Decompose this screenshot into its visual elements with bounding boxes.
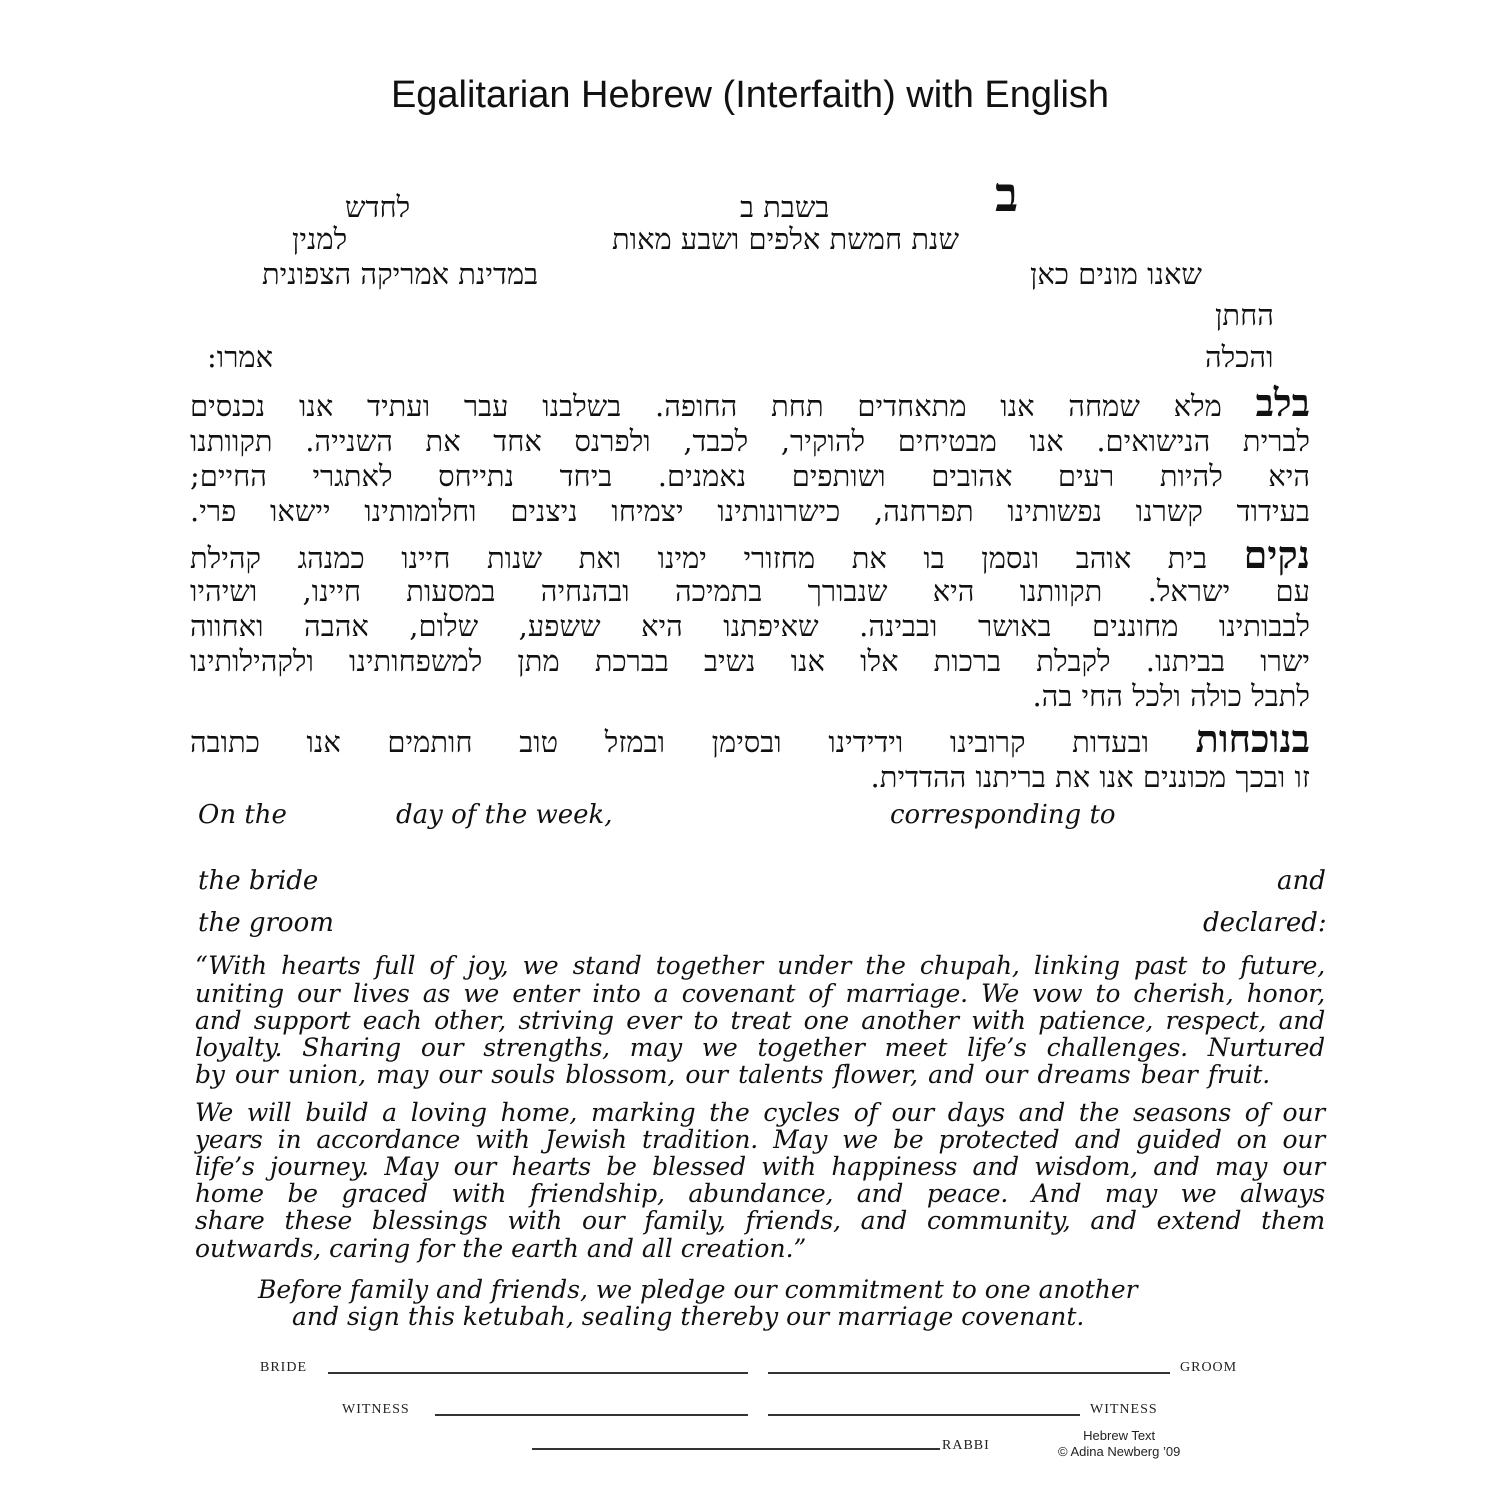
english-the-bride: the bride (198, 866, 319, 896)
hebrew-p2-line: נקים בית אוהב ונסמן בו את מחזורי ימינו ואת שנות חיינו כמנהג קהילת (190, 532, 1311, 577)
english-p2-line: years in accordance with Jewish tradition. May we be protected and guided on our (195, 1125, 1325, 1154)
hebrew-p1-drop: בלב (1255, 380, 1310, 425)
hebrew-p3-line: זו ובכך מכוננים אנו את בריתנו ההדדית. (870, 760, 1310, 794)
page-title: Egalitarian Hebrew (Interfaith) with English (390, 74, 1110, 116)
witness-right-label: WITNESS (1090, 1402, 1158, 1417)
hebrew-said: אמרו: (207, 340, 274, 374)
english-closing-line: Before family and friends, we pledge our commitment to one another (258, 1275, 1138, 1304)
witness-left-label: WITNESS (342, 1402, 410, 1417)
rabbi-signature-line[interactable] (532, 1448, 940, 1450)
english-on-the: On the (198, 800, 287, 830)
bride-signature-label: BRIDE (260, 1360, 307, 1375)
english-p2-line: We will build a loving home, marking the cycles of our days and the seasons of our (195, 1098, 1325, 1127)
hebrew-shabbat: בשבת ב (740, 190, 830, 224)
english-and: and (1277, 866, 1326, 896)
hebrew-country: במדינת אמריקה הצפונית (262, 257, 539, 291)
english-p1-line: uniting our lives as we enter into a covenant of marriage. We vow to cherish, honor, (195, 979, 1325, 1008)
hebrew-year-line: שנת חמשת אלפים ושבע מאות (612, 222, 959, 256)
hebrew-groom: החתן (1215, 298, 1274, 332)
english-p2-line: outwards, caring for the earth and all creation.” (195, 1234, 807, 1263)
english-p1-line: “With hearts full of joy, we stand together under the chupah, linking past to future, (195, 951, 1325, 980)
english-p1-line: loyalty. Sharing our strengths, may we together meet life’s challenges. Nurtured (195, 1033, 1325, 1062)
bride-signature-line[interactable] (328, 1372, 748, 1374)
credit-line-1: Hebrew Text (1083, 1428, 1156, 1443)
hebrew-p1-line: לברית הנישואים. אנו מבטיחים להוקיר, לכבד, ולפרנס אחד את השנייה. תקוותנו (190, 424, 1310, 458)
credit-line-2: © Adina Newberg ’09 (1058, 1444, 1181, 1459)
hebrew-count: למנין (292, 222, 348, 256)
english-p1-line: by our union, may our souls blossom, our talents flower, and our dreams bear fruit. (195, 1060, 1270, 1089)
groom-signature-label: GROOM (1180, 1360, 1238, 1375)
english-p1-line: and support each other, striving ever to treat one another with patience, respect, and (195, 1006, 1325, 1035)
witness-right-signature-line[interactable] (768, 1414, 1080, 1416)
hebrew-here: שאנו מונים כאן (1030, 257, 1202, 291)
english-day-of-week: day of the week, (396, 800, 613, 830)
hebrew-p3-line: בנוכחות ובעדות קרובינו וידידינו ובסימן ובמזל טוב חותמים אנו כתובה (190, 716, 1310, 761)
english-the-groom: the groom (198, 908, 334, 938)
hebrew-p1-line: בלב מלא שמחה אנו מתאחדים תחת החופה. בשלבנו עבר ועתיד אנו נכנסים (190, 380, 1310, 425)
english-closing-line: and sign this ketubah, sealing thereby our marriage covenant. (292, 1302, 1085, 1331)
hebrew-p3-drop: בנוכחות (1195, 716, 1310, 761)
english-declared: declared: (1203, 908, 1327, 938)
hebrew-bride: והכלה (1205, 340, 1274, 374)
hebrew-p2-drop: נקים (1243, 532, 1311, 577)
rabbi-signature-label: RABBI (942, 1438, 990, 1453)
hebrew-initial-letter: ב (995, 167, 1019, 223)
hebrew-p1-line: בעידוד קשרנו נפשותינו תפרחנה, כישרונותינו יצמיחו ניצנים וחלומותינו יישאו פרי. (190, 494, 1310, 528)
english-p2-line: share these blessings with our family, friends, and community, and extend them (195, 1206, 1325, 1235)
english-corresponding: corresponding to (890, 800, 1116, 830)
groom-signature-line[interactable] (768, 1372, 1170, 1374)
hebrew-p2-line: לתבל כולה ולכל החי בה. (1032, 679, 1310, 713)
hebrew-p2-line: עם ישראל. תקוותנו היא שנבורך בתמיכה ובהנחיה במסעות חיינו, ושיהיו (190, 574, 1310, 608)
english-p2-line: home be graced with friendship, abundance, and peace. And may we always (195, 1179, 1325, 1208)
hebrew-month: לחדש (345, 190, 411, 224)
hebrew-p2-line: לבבותינו מחוננים באושר ובבינה. שאיפתנו היא ששפע, שלום, אהבה ואחווה (190, 609, 1310, 643)
hebrew-p1-line: היא להיות רעים אהובים ושותפים נאמנים. ביחד נתייחס לאתגרי החיים; (190, 459, 1310, 493)
english-p2-line: life’s journey. May our hearts be blessed with happiness and wisdom, and may our (195, 1152, 1325, 1181)
witness-left-signature-line[interactable] (435, 1414, 748, 1416)
hebrew-p2-line: ישרו בביתנו. לקבלת ברכות אלו אנו נשיב בברכת מתן למשפחותינו ולקהילותינו (190, 644, 1310, 678)
hebrew-text-credit (1058, 1428, 1180, 1460)
